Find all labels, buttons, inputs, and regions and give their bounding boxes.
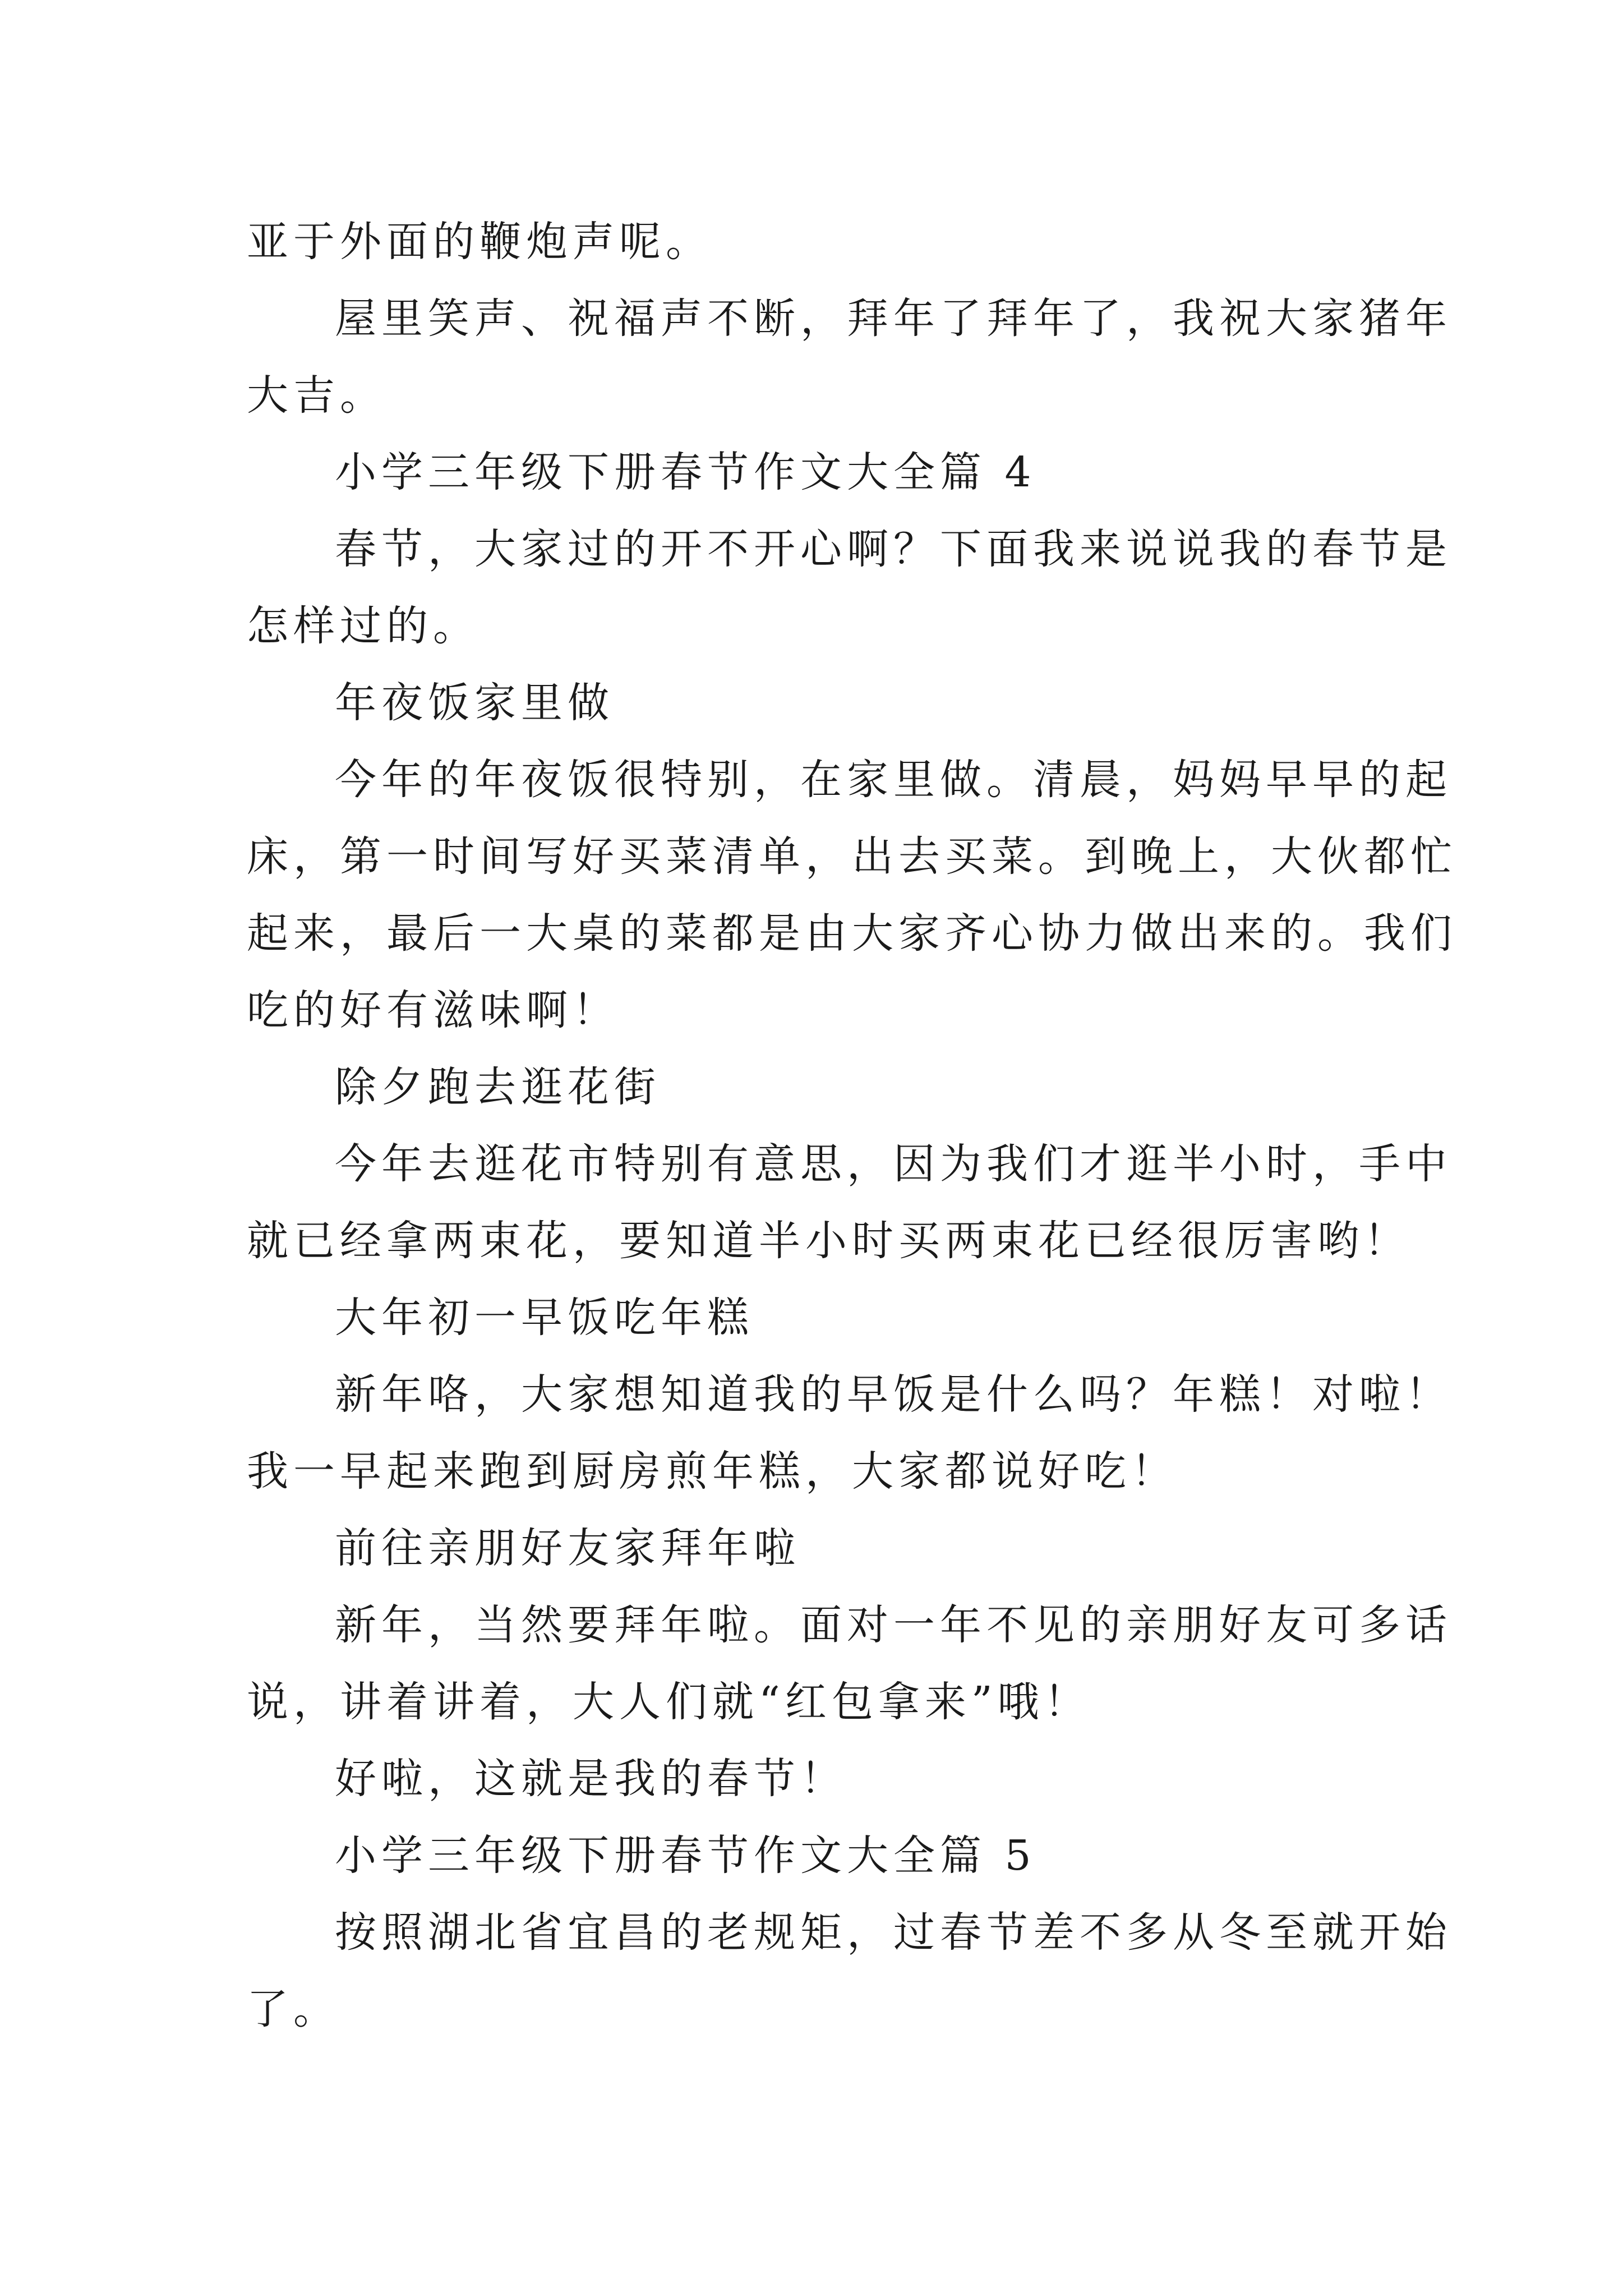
text-line: 春节，大家过的开不开心啊？下面我来说说我的春节是 — [335, 525, 1452, 573]
section-heading: 小学三年级下册春节作文大全篇 5 — [335, 1832, 1036, 1880]
text-line: 亚于外面的鞭炮声呢。 — [247, 218, 712, 266]
subheading: 前往亲朋好友家拜年啦 — [335, 1524, 800, 1572]
subheading: 大年初一早饭吃年糕 — [335, 1294, 754, 1342]
text-line: 怎样过的。 — [247, 602, 479, 650]
text-line: 说，讲着讲着，大人们就“红包拿来”哦！ — [247, 1678, 1091, 1726]
subheading: 年夜饭家里做 — [335, 679, 614, 727]
text-line: 新年，当然要拜年啦。面对一年不见的亲朋好友可多话 — [335, 1601, 1452, 1649]
text-line: 起来，最后一大桌的菜都是由大家齐心协力做出来的。我们 — [247, 909, 1457, 958]
subheading: 除夕跑去逛花街 — [335, 1063, 661, 1111]
text-line: 吃的好有滋味啊！ — [247, 986, 619, 1034]
text-line: 新年咯，大家想知道我的早饭是什么吗？年糕！对啦！ — [335, 1370, 1452, 1419]
text-line: 了。 — [247, 1985, 340, 2033]
text-line: 好啦，这就是我的春节！ — [335, 1755, 847, 1803]
text-line: 屋里笑声、祝福声不断，拜年了拜年了，我祝大家猪年 — [335, 295, 1452, 343]
text-line: 今年去逛花市特别有意思，因为我们才逛半小时，手中 — [335, 1140, 1452, 1188]
text-line: 床，第一时间写好买菜清单，出去买菜。到晚上，大伙都忙 — [247, 832, 1457, 881]
text-line: 就已经拿两束花，要知道半小时买两束花已经很厉害哟！ — [247, 1217, 1410, 1265]
text-line: 按照湖北省宜昌的老规矩，过春节差不多从冬至就开始 — [335, 1908, 1452, 1957]
text-line: 大吉。 — [247, 371, 386, 420]
section-heading: 小学三年级下册春节作文大全篇 4 — [335, 448, 1036, 496]
text-line: 我一早起来跑到厨房煎年糕，大家都说好吃！ — [247, 1447, 1178, 1496]
text-line: 今年的年夜饭很特别，在家里做。清晨，妈妈早早的起 — [335, 756, 1452, 804]
